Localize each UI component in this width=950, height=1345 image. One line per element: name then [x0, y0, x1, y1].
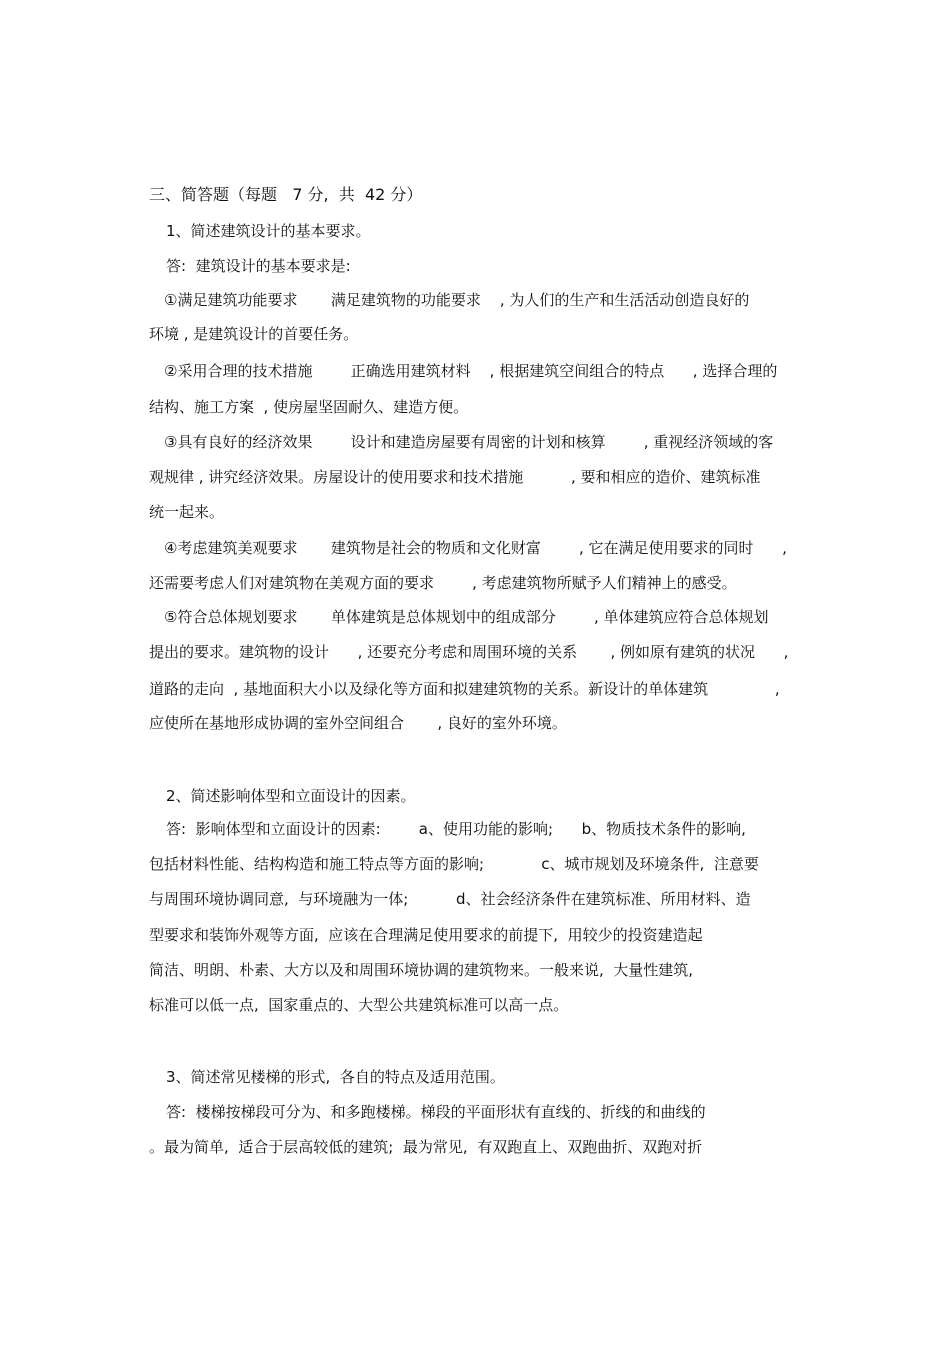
answer-2-line: 标准可以低一点, 国家重点的、大型公共建筑标准可以高一点。	[149, 996, 569, 1014]
answer-2-line: 答: 影响体型和立面设计的因素: a、使用功能的影响; b、物质技术条件的影响,	[166, 820, 746, 838]
answer-1-line: 提出的要求。建筑物的设计 , 还要充分考虑和周围环境的关系 , 例如原有建筑的状况 ,	[149, 643, 789, 661]
answer-1-line: 统一起来。	[149, 503, 225, 521]
answer-1-line: ④考虑建筑美观要求 建筑物是社会的物质和文化财富 , 它在满足使用要求的同时 ,	[164, 539, 787, 557]
answer-1-line: 还需要考虑人们对建筑物在美观方面的要求 , 考虑建筑物所赋予人们精神上的感受。	[149, 574, 737, 592]
answer-1-line: 结构、施工方案 , 使房屋坚固耐久、建造方便。	[149, 398, 469, 416]
answer-1-line: 环境 , 是建筑设计的首要任务。	[149, 325, 359, 343]
answer-1-line: ③具有良好的经济效果 设计和建造房屋要有周密的计划和核算 , 重视经济领域的客	[164, 433, 774, 451]
question-1-title: 1、简述建筑设计的基本要求。	[166, 222, 371, 240]
question-1-answer-intro: 答: 建筑设计的基本要求是:	[166, 257, 351, 275]
answer-1-line: 应使所在基地形成协调的室外空间组合 , 良好的室外环境。	[149, 714, 567, 732]
answer-2-line: 与周围环境协调同意, 与环境融为一体; d、社会经济条件在建筑标准、所用材料、造	[149, 890, 751, 908]
question-3-title: 3、简述常见楼梯的形式, 各自的特点及适用范围。	[166, 1068, 505, 1086]
section-title: 三、简答题（每题 7 分, 共 42 分）	[149, 185, 423, 204]
answer-1-line: ⑤符合总体规划要求 单体建筑是总体规划中的组成部分 , 单体建筑应符合总体规划	[164, 608, 769, 626]
answer-1-line: ①满足建筑功能要求 满足建筑物的功能要求 , 为人们的生产和生活活动创造良好的	[164, 291, 750, 309]
answer-1-line: ②采用合理的技术措施 正确选用建筑材料 , 根据建筑空间组合的特点 , 选择合理的	[164, 362, 778, 380]
answer-3-line: 。最为简单, 适合于层高较低的建筑; 最为常见, 有双跑直上、双跑曲折、双跑对折	[149, 1138, 703, 1156]
question-2-title: 2、简述影响体型和立面设计的因素。	[166, 787, 416, 805]
answer-1-line: 道路的走向 , 基地面积大小以及绿化等方面和拟建建筑物的关系。新设计的单体建筑 ,	[149, 680, 780, 698]
answer-1-line: 观规律 , 讲究经济效果。房屋设计的使用要求和技术措施 , 要和相应的造价、建筑标准	[149, 468, 761, 486]
answer-3-line: 答: 楼梯按梯段可分为、和多跑楼梯。梯段的平面形状有直线的、折线的和曲线的	[166, 1103, 706, 1121]
answer-2-line: 简洁、明朗、朴素、大方以及和周围环境协调的建筑物来。一般来说, 大量性建筑,	[149, 961, 694, 979]
answer-2-line: 包括材料性能、结构构造和施工特点等方面的影响; c、城市规划及环境条件, 注意要	[149, 855, 759, 873]
answer-2-line: 型要求和装饰外观等方面, 应该在合理满足使用要求的前提下, 用较少的投资建造起	[149, 926, 703, 944]
